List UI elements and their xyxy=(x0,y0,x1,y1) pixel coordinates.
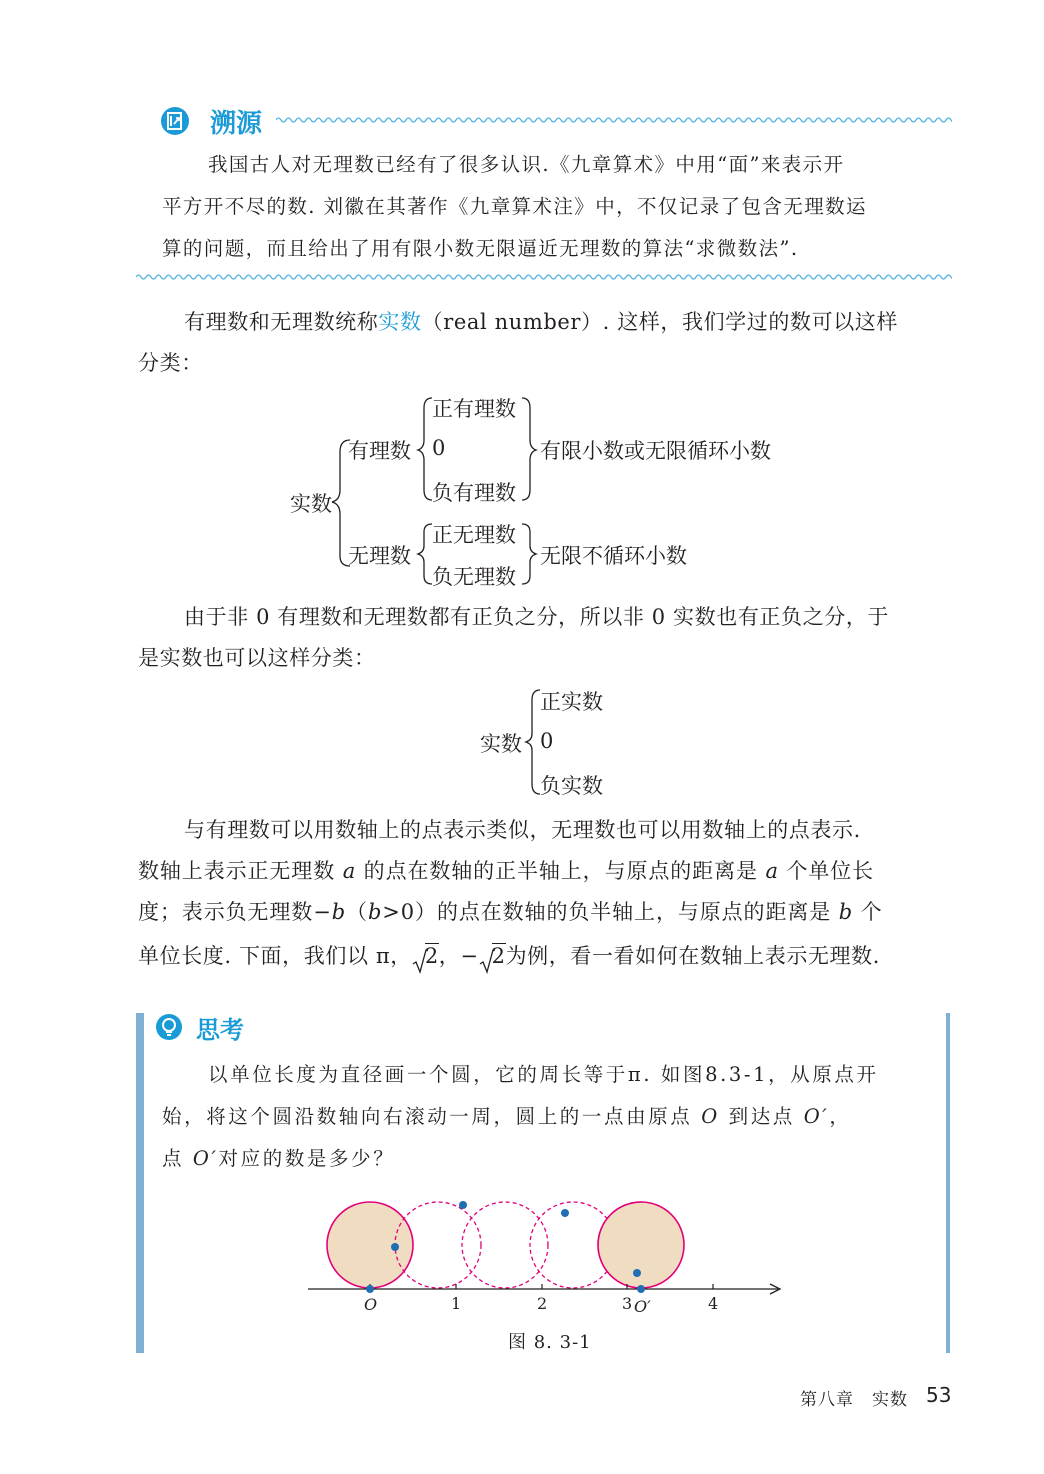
think-box-right-bar xyxy=(946,1013,950,1353)
sqrt-radicand: 2 xyxy=(491,944,506,968)
text-span: 个 xyxy=(853,900,883,924)
tree2-negative: 负实数 xyxy=(540,774,603,798)
tick-label-3: 3 xyxy=(622,1294,633,1313)
dot-4 xyxy=(633,1269,641,1277)
var-a: a xyxy=(765,859,779,883)
circle-start xyxy=(327,1202,413,1288)
tree1-root: 实数 xyxy=(290,492,332,516)
footer-chapter: 第八章 实数 xyxy=(800,1390,908,1410)
para1-before: 有理数和无理数统称 xyxy=(184,310,379,334)
tree2-positive: 正实数 xyxy=(540,690,603,714)
page-number: 53 xyxy=(926,1383,952,1407)
tree1-irrational: 无理数 xyxy=(348,544,411,568)
para3-line2 xyxy=(138,851,874,892)
trace-line-2: 平方开不尽的数. 刘徽在其著作《九章算术注》中，不仅记录了包含无理数运 xyxy=(162,195,867,218)
var-b: b xyxy=(367,900,383,924)
tree1-rational: 有理数 xyxy=(348,439,411,463)
sqrt-2 xyxy=(412,944,439,968)
lightbulb-icon xyxy=(155,1013,183,1041)
think-box-left-bar xyxy=(136,1013,144,1353)
rolling-circle-figure xyxy=(300,1195,790,1325)
text-span: 个单位长 xyxy=(778,859,875,883)
para3-line1: 与有理数可以用数轴上的点表示类似，无理数也可以用数轴上的点表示. xyxy=(184,818,861,842)
sqrt-sign xyxy=(479,948,495,974)
tree1-pos-irrational: 正无理数 xyxy=(432,523,516,547)
brace-irrational xyxy=(418,524,432,584)
trace-line-1: 我国古人对无理数已经有了很多认识.《九章算术》中用“面”来表示开 xyxy=(208,153,845,176)
var-b: b xyxy=(838,900,854,924)
text-span: 点 xyxy=(162,1147,193,1170)
text-span: ， xyxy=(829,1105,852,1128)
trace-line-3: 算的问题，而且给出了用有限小数无限逼近无理数的算法“求微数法”. xyxy=(162,237,799,260)
text-span: 的点在数轴的正半轴上，与原点的距离是 xyxy=(356,859,766,883)
tree1-zero: 0 xyxy=(432,436,446,460)
text-span: 度；表示负无理数− xyxy=(138,900,332,924)
term-real-number: 实数 xyxy=(378,310,422,334)
dot-1 xyxy=(391,1243,399,1251)
text-span: 始，将这个圆沿数轴向右滚动一周，圆上的一点由原点 xyxy=(162,1105,702,1128)
dot-3 xyxy=(561,1209,569,1217)
text-span: 到达点 xyxy=(719,1105,804,1128)
var-b: b xyxy=(331,900,347,924)
figure-caption: 图 8. 3-1 xyxy=(508,1332,592,1353)
tree1-neg-rational: 负有理数 xyxy=(432,481,516,505)
tree2-zero: 0 xyxy=(540,729,554,753)
dot-origin xyxy=(366,1285,374,1293)
tree1-neg-irrational: 负无理数 xyxy=(432,565,516,589)
dot-2 xyxy=(459,1201,467,1209)
text-span: （ xyxy=(346,900,368,924)
var-a: a xyxy=(342,859,357,883)
think-line-3 xyxy=(162,1138,395,1180)
end-label-O-prime: O′ xyxy=(634,1297,651,1316)
tree1-pos-rational: 正有理数 xyxy=(432,397,516,421)
think-title: 思考 xyxy=(196,1016,244,1044)
var-O-prime: O′ xyxy=(192,1147,219,1170)
para1-after: （real number）. 这样，我们学过的数可以这样 xyxy=(421,310,899,334)
sqrt-radicand: 2 xyxy=(424,944,439,968)
para2-line1: 由于非 0 有理数和无理数都有正负之分，所以非 0 实数也有正负之分，于 xyxy=(184,605,890,629)
text-span: 数轴上表示正无理数 xyxy=(138,859,343,883)
text-span: 单位长度. 下面，我们以 π， xyxy=(138,944,412,968)
tree2-root: 实数 xyxy=(480,732,522,756)
brace-rational xyxy=(418,398,432,500)
sqrt-2 xyxy=(479,944,506,968)
tick-label-O: O xyxy=(364,1295,378,1314)
var-O-prime: O′ xyxy=(803,1105,830,1128)
brace-real xyxy=(332,440,350,566)
think-line-1: 以单位长度为直径画一个圆，它的周长等于π. 如图8.3-1，从原点开 xyxy=(208,1063,879,1086)
trace-title: 溯源 xyxy=(210,108,263,139)
tree1-irrational-desc: 无限不循环小数 xyxy=(540,544,687,568)
para1-line2: 分类： xyxy=(138,351,203,375)
text-span: ，− xyxy=(438,944,479,968)
dot-end xyxy=(637,1285,645,1293)
para3-line4 xyxy=(138,936,880,977)
circle-rolling-2 xyxy=(462,1202,548,1288)
var-O: O xyxy=(701,1105,720,1128)
brace-rational-right xyxy=(522,398,536,500)
brace-irrational-right xyxy=(522,524,536,584)
text-span: 对应的数是多少？ xyxy=(218,1147,396,1170)
text-span: >0）的点在数轴的负半轴上，与原点的距离是 xyxy=(382,900,839,924)
think-line-2 xyxy=(162,1096,851,1138)
tick-label-4: 4 xyxy=(708,1294,719,1313)
brace-real-2 xyxy=(526,690,540,794)
tick-label-1: 1 xyxy=(451,1294,462,1313)
para2-line2: 是实数也可以这样分类： xyxy=(138,646,376,670)
para3-line3 xyxy=(138,892,883,933)
tick-label-2: 2 xyxy=(537,1294,548,1313)
tree1-rational-desc: 有限小数或无限循环小数 xyxy=(540,439,771,463)
sqrt-sign xyxy=(412,948,428,974)
text-span: 为例，看一看如何在数轴上表示无理数. xyxy=(505,944,881,968)
